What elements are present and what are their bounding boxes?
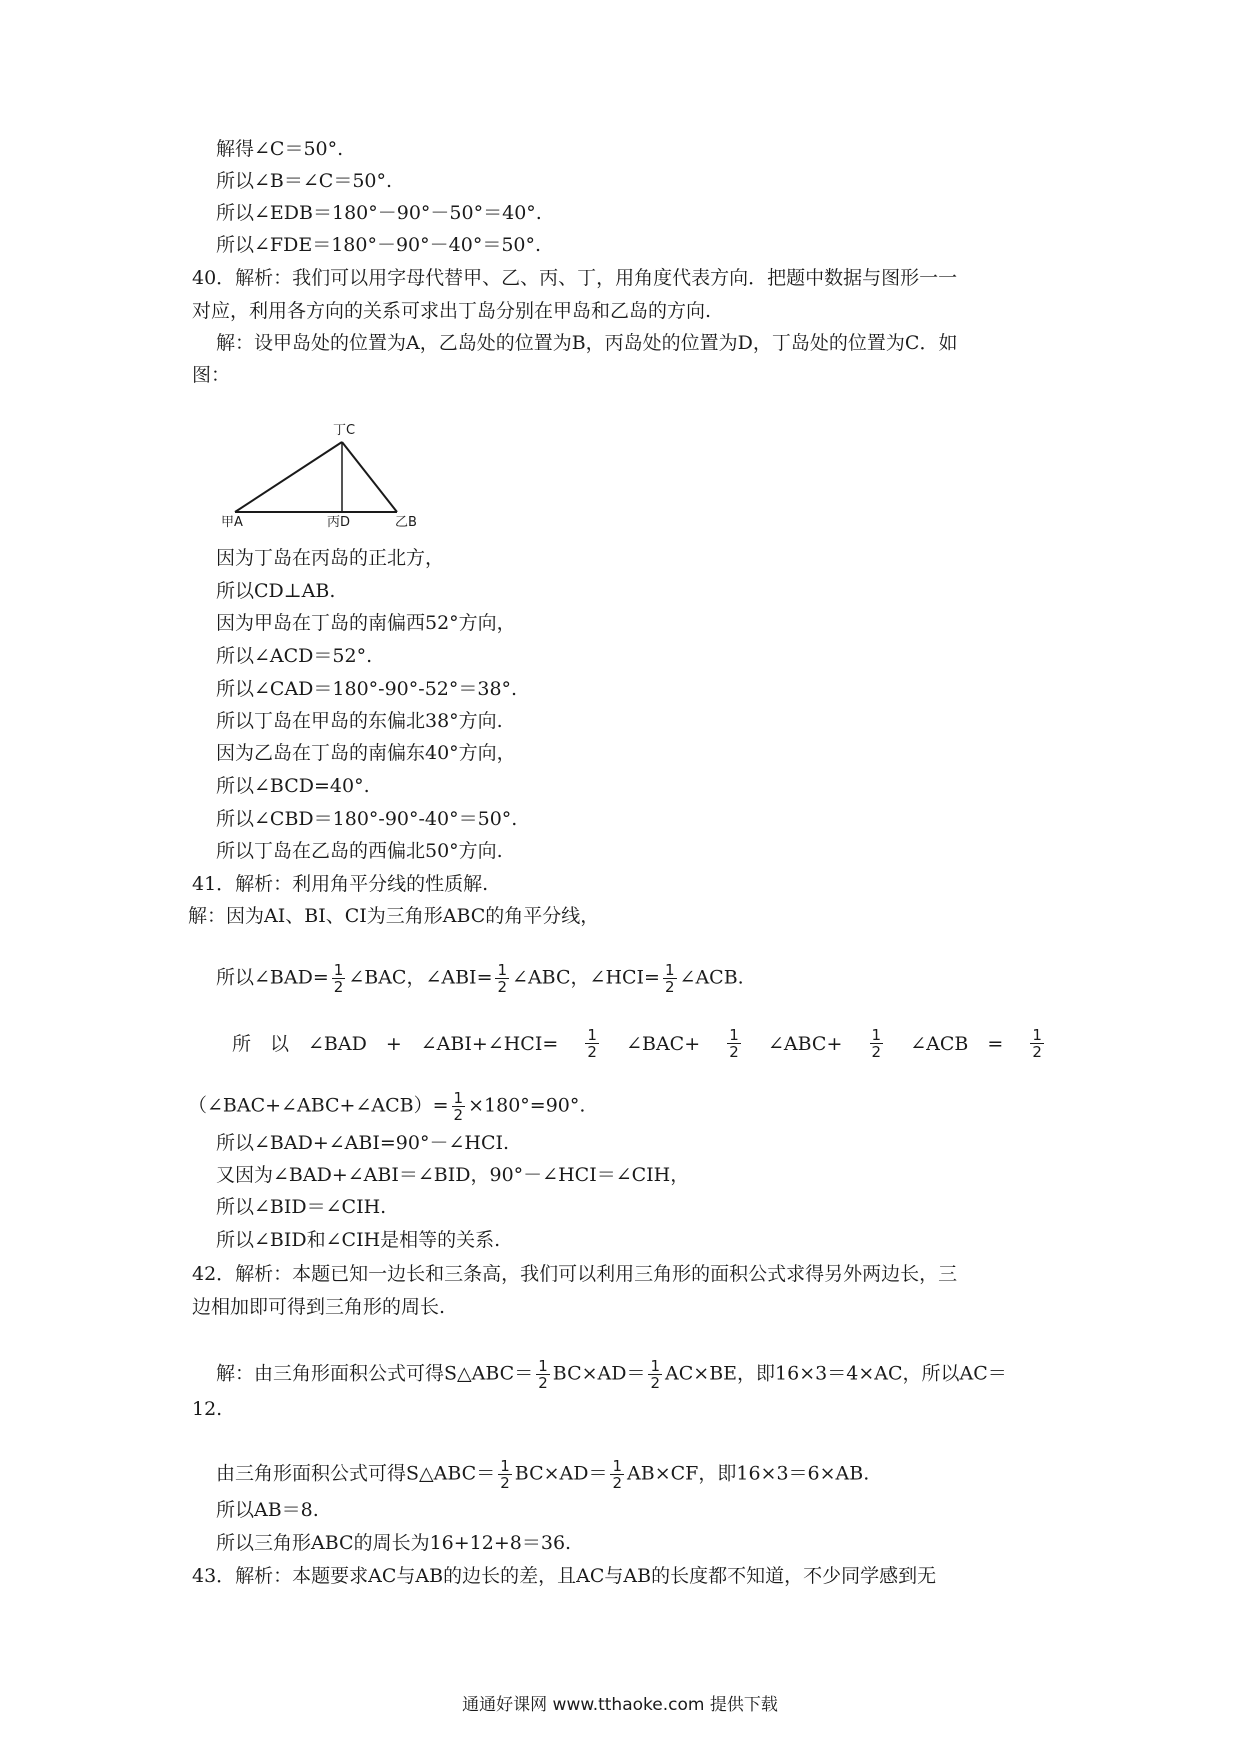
- fraction-half: [727, 1027, 741, 1060]
- equation-line: [216, 1358, 1007, 1391]
- text-line: 所以∠B＝∠C＝50°.: [216, 170, 393, 192]
- fraction-half: [610, 1458, 624, 1491]
- text-line: 所以∠BAD+∠ABI=90°－∠HCI.: [216, 1132, 510, 1154]
- fraction-numerator: 1: [500, 1457, 510, 1475]
- eq-text: 所以∠BAD=: [216, 966, 329, 989]
- fraction-half: [536, 1358, 550, 1391]
- diagram-line-cb: [342, 442, 397, 512]
- fraction-half: [585, 1027, 599, 1060]
- fraction-half: [870, 1027, 884, 1060]
- text-line: 12.: [192, 1398, 223, 1420]
- diagram-label-d: 丙D: [327, 515, 351, 530]
- text-line: 因为丁岛在丙岛的正北方，: [216, 547, 445, 569]
- text-line: 所以∠BCD=40°.: [216, 775, 370, 797]
- text-line: 43．解析：本题要求AC与AB的边长的差，且AC与AB的长度都不知道，不少同学感到无: [192, 1565, 937, 1587]
- diagram-line-ac: [235, 442, 342, 512]
- eq-text: ×180°=90°.: [468, 1094, 586, 1117]
- eq-text: （∠BAC+∠ABC+∠ACB）=: [188, 1094, 449, 1117]
- fraction-numerator: 1: [650, 1357, 661, 1375]
- fraction-denominator: 2: [587, 1043, 597, 1061]
- eq-text: AC×BE，即16×3＝4×AC，所以AC＝: [665, 1362, 1007, 1385]
- fraction-half: [452, 1090, 466, 1123]
- text-line: 又因为∠BAD+∠ABI＝∠BID，90°－∠HCI＝∠CIH，: [216, 1164, 690, 1186]
- eq-text: 解：由三角形面积公式可得S△ABC＝: [216, 1362, 534, 1385]
- text-line: 因为甲岛在丁岛的南偏西52°方向，: [216, 612, 516, 634]
- eq-text: AB×CF，即16×3＝6×AB.: [627, 1462, 870, 1485]
- fraction-numerator: 1: [497, 961, 508, 979]
- text-line: 图：: [192, 364, 231, 386]
- text-line: 对应，利用各方向的关系可求出丁岛分别在甲岛和乙岛的方向.: [192, 300, 712, 322]
- fraction-half: [663, 962, 677, 995]
- eq-text: 由三角形面积公式可得S△ABC＝: [216, 1462, 496, 1485]
- equation-line: [188, 1090, 585, 1123]
- text-line: 解：因为AI、BI、CI为三角形ABC的角平分线，: [188, 905, 600, 927]
- fraction-half: [332, 962, 346, 995]
- eq-text: ∠ABC，∠HCI=: [512, 966, 660, 989]
- fraction-numerator: 1: [729, 1026, 739, 1044]
- text-line: 所以丁岛在乙岛的西偏北50°方向.: [216, 840, 503, 862]
- fraction-numerator: 1: [871, 1026, 882, 1044]
- eq-text: ∠ACB.: [679, 966, 744, 989]
- text-line: 所以三角形ABC的周长为16+12+8＝36.: [216, 1532, 572, 1554]
- fraction-denominator: 2: [333, 978, 344, 996]
- text-line: 解得∠C＝50°.: [216, 138, 344, 160]
- diagram-label-a: 甲A: [221, 515, 243, 530]
- fraction-numerator: 1: [664, 961, 675, 979]
- fraction-denominator: 2: [497, 978, 508, 996]
- fraction-numerator: 1: [538, 1357, 548, 1375]
- fraction-half: [1030, 1027, 1044, 1060]
- text-line: 所以丁岛在甲岛的东偏北38°方向.: [216, 710, 503, 732]
- text-line: 所以AB＝8.: [216, 1499, 319, 1521]
- text-line: 所以∠ACD＝52°.: [216, 645, 373, 667]
- text-line: 所以∠CBD＝180°-90°-40°＝50°.: [216, 808, 518, 830]
- text-line: 所以∠CAD＝180°-90°-52°＝38°.: [216, 678, 518, 700]
- fraction-denominator: 2: [1032, 1043, 1042, 1061]
- fraction-denominator: 2: [650, 1374, 661, 1392]
- text-line: 41．解析：利用角平分线的性质解.: [192, 873, 489, 895]
- fraction-numerator: 1: [1032, 1026, 1042, 1044]
- fraction-denominator: 2: [729, 1043, 739, 1061]
- equation-line: [232, 1027, 1047, 1060]
- text-line: 所以∠EDB＝180°－90°－50°＝40°.: [216, 202, 542, 224]
- eq-text: ∠BAC+: [626, 1032, 701, 1055]
- eq-text: BC×AD＝: [514, 1462, 608, 1485]
- text-line: 所以∠BID＝∠CIH.: [216, 1196, 387, 1218]
- eq-text: ∠ABC+: [767, 1032, 843, 1055]
- eq-text: ∠ACB =: [910, 1032, 1004, 1055]
- text-line: 42．解析：本题已知一边长和三条高，我们可以利用三角形的面积公式求得另外两边长，三: [192, 1263, 958, 1285]
- page-footer: 通通好课网 www.tthaoke.com 提供下载: [462, 1695, 778, 1715]
- diagram-label-b: 乙B: [395, 515, 417, 530]
- fraction-half: [498, 1458, 512, 1491]
- fraction-half: [648, 1358, 662, 1391]
- text-line: 所以∠BID和∠CIH是相等的关系.: [216, 1229, 501, 1251]
- fraction-denominator: 2: [500, 1474, 510, 1492]
- text-line: 边相加即可得到三角形的周长.: [192, 1296, 446, 1318]
- text-line: 所以CD⊥AB.: [216, 580, 336, 602]
- fraction-denominator: 2: [871, 1043, 882, 1061]
- text-line: 40．解析：我们可以用字母代替甲、乙、丙、丁，用角度代表方向．把题中数据与图形一一: [192, 267, 958, 289]
- fraction-denominator: 2: [453, 1106, 464, 1124]
- fraction-denominator: 2: [612, 1474, 623, 1492]
- equation-line: [216, 962, 744, 995]
- eq-text: 所 以 ∠BAD + ∠ABI+∠HCI=: [232, 1032, 559, 1055]
- fraction-half: [495, 962, 509, 995]
- fraction-numerator: 1: [587, 1026, 597, 1044]
- fraction-denominator: 2: [538, 1374, 548, 1392]
- fraction-denominator: 2: [664, 978, 675, 996]
- fraction-numerator: 1: [333, 961, 344, 979]
- eq-text: BC×AD＝: [552, 1362, 646, 1385]
- text-line: 因为乙岛在丁岛的南偏东40°方向，: [216, 742, 516, 764]
- text-line: 所以∠FDE＝180°－90°－40°＝50°.: [216, 234, 542, 256]
- fraction-numerator: 1: [453, 1089, 464, 1107]
- diagram-label-c: 丁C: [333, 423, 356, 438]
- eq-text: ∠BAC，∠ABI=: [348, 966, 493, 989]
- fraction-numerator: 1: [612, 1457, 623, 1475]
- equation-line: [216, 1458, 869, 1491]
- island-diagram: [215, 420, 445, 530]
- text-line: 解：设甲岛处的位置为A，乙岛处的位置为B，丙岛处的位置为D，丁岛处的位置为C．如: [216, 332, 958, 354]
